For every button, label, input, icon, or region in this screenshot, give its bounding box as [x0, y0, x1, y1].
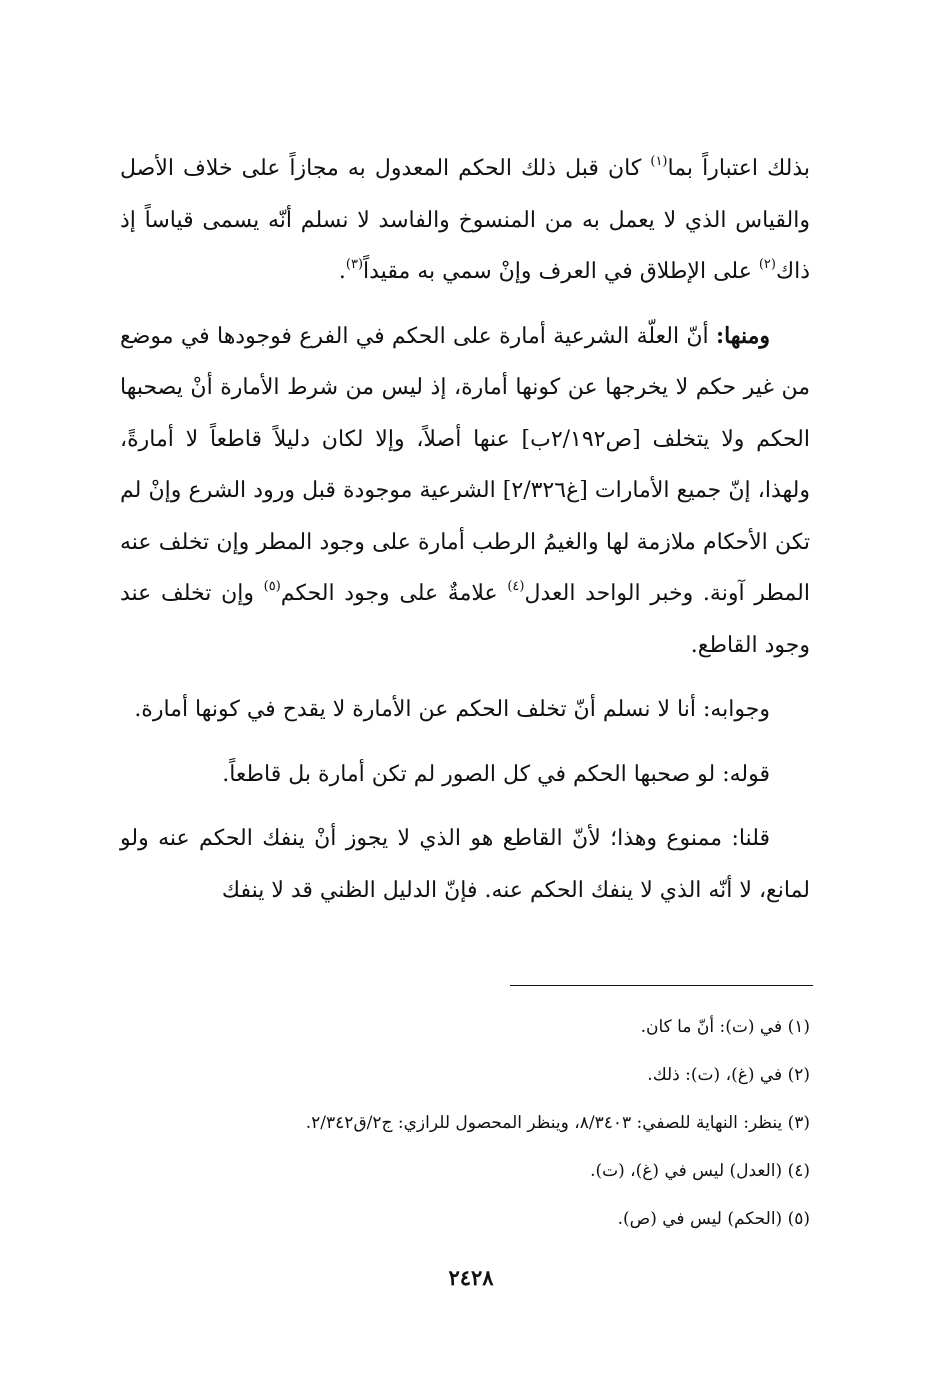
paragraph-2 [120, 311, 810, 672]
paragraph-3 [120, 684, 810, 736]
paragraph-lead: ومنها: [715, 322, 770, 349]
text-run: كان قبل ذلك الحكم المعدول به مجازاً على خلاف الأصل والقياس الذي لا يعمل به من المنسوخ والفاسد لا نسلم أنّه يسمى قياساً إذ ذاك [120, 156, 810, 284]
paragraph-4 [120, 749, 810, 801]
text-run: بذلك اعتباراً بما [667, 156, 811, 181]
page-number: ٢٤٢٨ [448, 1265, 494, 1290]
footnote-5: (٥) (الحكم) ليس في (ص). [617, 1209, 810, 1229]
footnote-4: (٤) (العدل) ليس في (غ)، (ت). [590, 1161, 810, 1181]
text-run: على الإطلاق في العرف وإنْ سمي به مقيداً [363, 259, 759, 284]
paragraph-1 [120, 143, 810, 298]
text-run: وجوابه: أنا لا نسلم أنّ تخلف الحكم عن الأمارة لا يقدح في كونها أمارة. [134, 697, 770, 722]
footnote-marker-3[interactable]: (٣) [345, 257, 364, 272]
footnote-separator [510, 985, 813, 986]
text-run: أنّ العلّة الشرعية أمارة على الحكم في الفرع فوجودها في موضع من غير حكم لا يخرجها عن كونها أمارة، إذ ليس من شرط الأمارة أنْ يصحبها الحكم ولا يتخلف [ص٢/١٩٢ب] عنها أصلاً، وإلا لكان دليلاً قاطعاً لا أمارةً، ولهذا، إنّ جميع الأمارات [غ٢/٣٢٦] الشرعية موجودة قبل ورود الشرع وإنْ لم تكن الأحكام ملازمة لها والغيمُ الرطب أمارة على وجود المطر وإن تخلف عنه المطر آونة. وخبر الواحد العدل [120, 323, 810, 606]
text-run: . [338, 259, 346, 284]
footnote-marker-4[interactable]: (٤) [507, 579, 525, 594]
footnote-marker-2[interactable]: (٢) [758, 257, 776, 272]
text-run: قلنا: ممنوع وهذا؛ لأنّ القاطع هو الذي لا يجوز أنْ ينفك الحكم عنه ولو لمانع، لا أنّه الذي لا ينفك الحكم عنه. فإنّ الدليل الظني قد لا ينفك [120, 826, 810, 903]
text-run: علامةٌ على وجود الحكم [280, 581, 508, 606]
footnote-marker-1[interactable]: (١) [650, 154, 668, 169]
footnote-1: (١) في (ت): أنّ ما كان. [640, 1017, 810, 1037]
text-run: وإن تخلف عند وجود القاطع. [120, 581, 810, 658]
footnote-marker-5[interactable]: (٥) [263, 579, 281, 594]
footnote-3: (٣) ينظر: النهاية للصفي: ٨/٣٤٠٣، وينظر المحصول للرازي: ج٢/ق٢/٣٤٢. [305, 1113, 810, 1133]
paragraph-5 [120, 813, 810, 916]
footnotes [160, 1003, 810, 1243]
footnote-2: (٢) في (غ)، (ت): ذلك. [647, 1065, 810, 1085]
main-text [120, 143, 810, 916]
text-run: قوله: لو صحبها الحكم في كل الصور لم تكن أمارة بل قاطعاً. [222, 761, 770, 787]
